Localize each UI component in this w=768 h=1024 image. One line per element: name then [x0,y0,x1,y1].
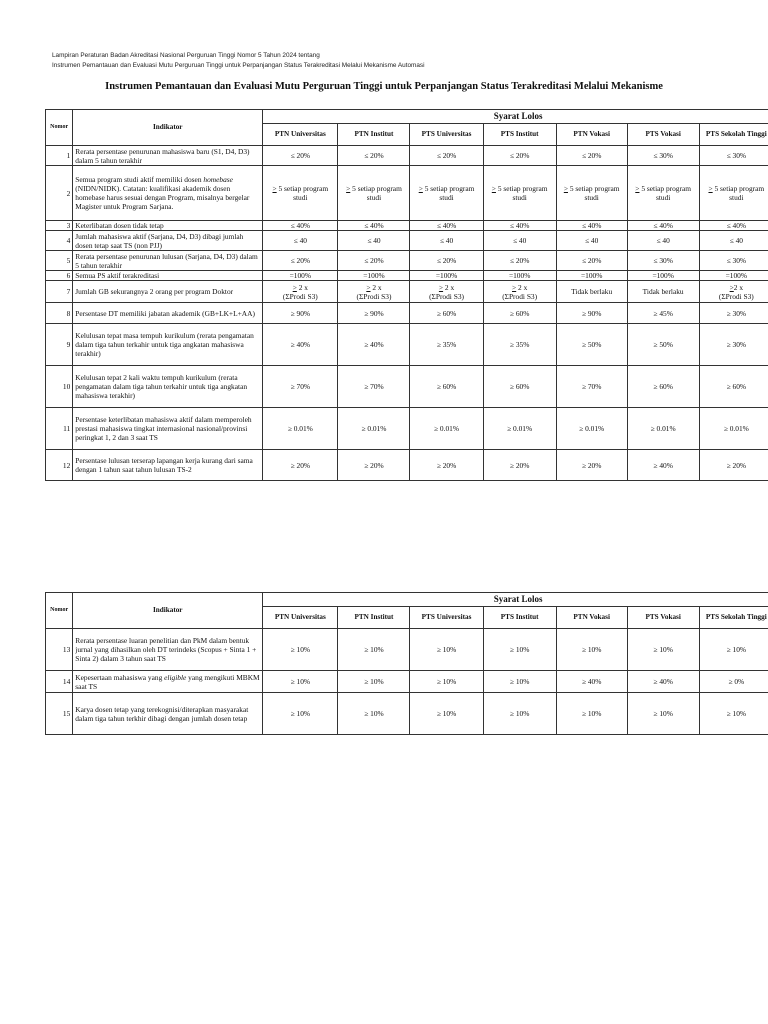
value-cell: > 5 setiap program studi [483,166,556,221]
table-row [46,450,768,481]
header-syarat-lolos: Syarat Lolos [263,110,768,124]
value-cell: ≤ 40% [338,221,410,231]
value-cell: ≥ 10% [483,629,556,671]
value-cell: ≥ 35% [410,324,483,366]
value-cell: ≤ 40% [483,221,556,231]
value-cell: =100% [699,271,768,281]
value-cell: ≤ 20% [410,251,483,271]
document-header [52,51,425,71]
value-cell: ≥ 60% [627,366,699,408]
value-cell: =100% [263,271,338,281]
row-number: 4 [46,231,73,251]
row-number: 6 [46,271,73,281]
value-cell: ≥ 20% [699,450,768,481]
value-cell: > 5 setiap program studi [338,166,410,221]
value-cell: =100% [483,271,556,281]
value-cell: ≥ 90% [556,303,627,324]
table-row [46,324,768,366]
value-cell: =100% [556,271,627,281]
value-cell: > 2 x (ΣProdi S3) [483,281,556,303]
value-cell: ≥ 10% [556,629,627,671]
value-cell: ≥ 50% [556,324,627,366]
row-number: 2 [46,166,73,221]
value-cell: ≥ 40% [556,671,627,693]
value-cell: ≥ 60% [699,366,768,408]
table-row [46,366,768,408]
value-cell: ≥ 0.01% [263,408,338,450]
indicator-text: Persentase lulusan terserap lapangan kerja kurang dari sama dengan 1 tahun saat tahun lulusan TS-2 [73,450,263,481]
value-cell: ≥ 0.01% [483,408,556,450]
value-cell: ≤ 20% [483,251,556,271]
header-syarat-lolos: Syarat Lolos [263,593,768,607]
value-cell: ≥ 10% [263,629,338,671]
value-cell: ≤ 40 [627,231,699,251]
value-cell: ≤ 40 [483,231,556,251]
row-number: 8 [46,303,73,324]
indicator-text: Semua program studi aktif memiliki dosen homebase (NIDN/NIDK). Catatan: kualifikasi akademik dosen homebase harus sesuai dengan Program, misalnya bergelar Magister untuk Program Sarjana. [73,166,263,221]
row-number: 15 [46,693,73,735]
header-col: PTN Institut [338,607,410,629]
value-cell: ≥ 0.01% [627,408,699,450]
criteria-table-1 [45,109,768,481]
value-cell: ≥ 10% [699,629,768,671]
value-cell: ≥ 70% [263,366,338,408]
indicator-text: Karya dosen tetap yang terekognisi/diterapkan masyarakat dalam tiga tahun terkhir dibagi dengan jumlah dosen tetap [73,693,263,735]
indicator-text: Persentase keterlibatan mahasiswa aktif dalam memperoleh prestasi mahasiswa tingkat internasional nasional/provinsi peringkat 1, 2 dan 3 saat TS [73,408,263,450]
indicator-text: Jumlah GB sekurangnya 2 orang per program Doktor [73,281,263,303]
value-cell: ≥ 35% [483,324,556,366]
value-cell: ≥ 0.01% [338,408,410,450]
value-cell: ≥ 90% [338,303,410,324]
value-cell: Tidak berlaku [556,281,627,303]
value-cell: ≥ 60% [410,366,483,408]
value-cell: ≥ 0.01% [556,408,627,450]
criteria-table-2 [45,592,768,735]
value-cell: ≤ 40% [556,221,627,231]
value-cell: > 2 x (ΣProdi S3) [263,281,338,303]
value-cell: > 5 setiap program studi [263,166,338,221]
header-line-2: Instrumen Pemantauan dan Evaluasi Mutu Perguruan Tinggi untuk Perpanjangan Status Terakreditasi Melalui Mekanisme Automasi [52,62,425,69]
value-cell: ≥ 30% [699,324,768,366]
table-row [46,303,768,324]
value-cell: ≤ 20% [410,146,483,166]
header-indikator: Indikator [73,593,263,629]
value-cell: ≥ 20% [556,450,627,481]
value-cell: ≥ 20% [483,450,556,481]
value-cell: ≤ 20% [556,146,627,166]
value-cell: ≤ 20% [338,251,410,271]
header-col: PTS Vokasi [627,607,699,629]
value-cell: ≥ 10% [263,693,338,735]
value-cell: ≥ 10% [338,671,410,693]
header-col: PTS Vokasi [627,124,699,146]
header-indikator: Indikator [73,110,263,146]
value-cell: >2 x (ΣProdi S3) [699,281,768,303]
value-cell: ≤ 40 [410,231,483,251]
table-row [46,146,768,166]
table-row [46,271,768,281]
row-number: 9 [46,324,73,366]
value-cell: =100% [338,271,410,281]
value-cell: ≥ 60% [483,303,556,324]
table-row [46,231,768,251]
header-col: PTN Vokasi [556,124,627,146]
value-cell: ≥ 40% [263,324,338,366]
indicator-text: Rerata persentase penurunan lulusan (Sarjana, D4, D3) dalam 5 tahun terakhir [73,251,263,271]
row-number: 5 [46,251,73,271]
value-cell: ≤ 20% [263,146,338,166]
value-cell: > 5 setiap program studi [410,166,483,221]
header-col: PTS Institut [483,124,556,146]
indicator-text: Kelulusan tepat masa tempuh kurikulum (rerata pengamatan dalam tiga tahun terkahir untuk tiga angkatan mahasiswa terakhir) [73,324,263,366]
table-row [46,221,768,231]
value-cell: ≥ 10% [627,629,699,671]
value-cell: =100% [410,271,483,281]
value-cell: ≥ 10% [338,629,410,671]
indicator-text: Rerata persentase penurunan mahasiswa baru (S1, D4, D3) dalam 5 tahun terakhir [73,146,263,166]
value-cell: ≥ 60% [483,366,556,408]
value-cell: =100% [627,271,699,281]
value-cell: ≤ 20% [556,251,627,271]
indicator-text: Kepesertaan mahasiswa yang eligible yang mengikuti MBKM saat TS [73,671,263,693]
value-cell: ≤ 40 [556,231,627,251]
table-row [46,408,768,450]
row-number: 1 [46,146,73,166]
header-nomor: Nomor [46,593,73,629]
value-cell: ≥ 40% [338,324,410,366]
value-cell: ≥ 60% [410,303,483,324]
header-col: PTS Universitas [410,124,483,146]
value-cell: ≤ 40 [263,231,338,251]
value-cell: ≤ 30% [627,146,699,166]
header-col: PTS Institut [483,607,556,629]
indicator-text: Rerata persentase luaran penelitian dan PkM dalam bentuk jurnal yang dihasilkan oleh DT terindeks (Scopus + Sinta 1 + Sinta 2) dalam 3 tahun saat TS [73,629,263,671]
value-cell: ≥ 20% [338,450,410,481]
row-number: 11 [46,408,73,450]
value-cell: ≥ 70% [338,366,410,408]
header-col: PTS Sekolah Tinggi [699,607,768,629]
value-cell: ≥ 10% [699,693,768,735]
page-title: Instrumen Pemantauan dan Evaluasi Mutu Perguruan Tinggi untuk Perpanjangan Status Terakreditasi Melalui Mekanisme [105,81,663,92]
indicator-text: Kelulusan tepat 2 kali waktu tempuh kurikulum (rerata pengamatan dalam tiga tahun terkahir untuk tiga angkatan mahasiswa terakhir) [73,366,263,408]
value-cell: ≤ 40% [410,221,483,231]
header-nomor: Nomor [46,110,73,146]
value-cell: ≥ 10% [483,671,556,693]
header-col: PTN Universitas [263,607,338,629]
value-cell: ≥ 10% [410,693,483,735]
value-cell: ≥ 0.01% [410,408,483,450]
value-cell: ≤ 20% [263,251,338,271]
value-cell: ≥ 10% [338,693,410,735]
table-row [46,629,768,671]
indicator-text: Jumlah mahasiswa aktif (Sarjana, D4, D3) dibagi jumlah dosen tetap saat TS (non PJJ) [73,231,263,251]
table-row [46,281,768,303]
value-cell: ≥ 30% [699,303,768,324]
value-cell: ≤ 20% [338,146,410,166]
table-row [46,693,768,735]
value-cell: ≤ 40% [699,221,768,231]
value-cell: ≤ 40 [338,231,410,251]
row-number: 13 [46,629,73,671]
value-cell: ≤ 20% [483,146,556,166]
table-row [46,166,768,221]
value-cell: ≥ 0% [699,671,768,693]
value-cell: ≥ 10% [483,693,556,735]
value-cell: > 5 setiap program studi [556,166,627,221]
value-cell: ≥ 50% [627,324,699,366]
value-cell: ≤ 40 [699,231,768,251]
value-cell: ≥ 10% [410,629,483,671]
value-cell: > 5 setiap program studi [627,166,699,221]
row-number: 14 [46,671,73,693]
value-cell: ≤ 30% [699,251,768,271]
table-row [46,251,768,271]
header-col: PTS Sekolah Tinggi [699,124,768,146]
value-cell: ≥ 40% [627,450,699,481]
value-cell: Tidak berlaku [627,281,699,303]
value-cell: ≥ 10% [263,671,338,693]
value-cell: ≤ 40% [627,221,699,231]
indicator-text: Semua PS aktif terakreditasi [73,271,263,281]
value-cell: ≥ 10% [410,671,483,693]
row-number: 10 [46,366,73,408]
header-col: PTN Vokasi [556,607,627,629]
value-cell: ≥ 10% [556,693,627,735]
value-cell: > 5 setiap program studi [699,166,768,221]
value-cell: ≤ 30% [627,251,699,271]
value-cell: ≥ 45% [627,303,699,324]
header-col: PTN Institut [338,124,410,146]
header-col: PTN Universitas [263,124,338,146]
row-number: 7 [46,281,73,303]
value-cell: ≥ 0.01% [699,408,768,450]
value-cell: ≥ 20% [410,450,483,481]
value-cell: > 2 x (ΣProdi S3) [410,281,483,303]
value-cell: ≥ 20% [263,450,338,481]
indicator-text: Keterlibatan dosen tidak tetap [73,221,263,231]
value-cell: ≤ 40% [263,221,338,231]
value-cell: ≤ 30% [699,146,768,166]
value-cell: ≥ 90% [263,303,338,324]
value-cell: ≥ 70% [556,366,627,408]
table-row [46,671,768,693]
value-cell: ≥ 10% [627,693,699,735]
value-cell: ≥ 40% [627,671,699,693]
header-line-1: Lampiran Peraturan Badan Akreditasi Nasional Perguruan Tinggi Nomor 5 Tahun 2024 tentang [52,52,320,59]
indicator-text: Persentase DT memiliki jabatan akademik (GB+LK+L+AA) [73,303,263,324]
value-cell: > 2 x (ΣProdi S3) [338,281,410,303]
header-col: PTS Universitas [410,607,483,629]
row-number: 3 [46,221,73,231]
row-number: 12 [46,450,73,481]
